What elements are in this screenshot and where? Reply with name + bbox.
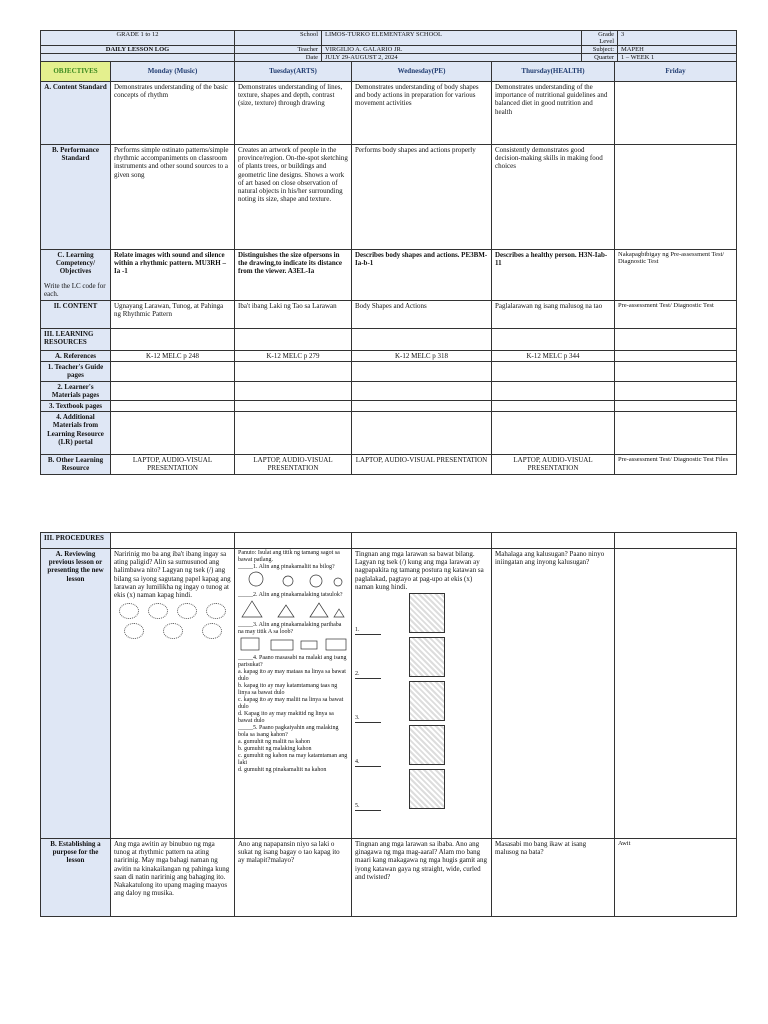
references-mon: K-12 MELC p 248 xyxy=(111,351,235,362)
no-sound-image xyxy=(206,603,226,619)
tue-q4b: b. kapag ito ay may katamtamang taas ng linya sa bawat dulo xyxy=(238,683,338,696)
posture-num-5: 5. xyxy=(355,802,381,811)
posture-num-3: 3. xyxy=(355,714,381,723)
posture-image xyxy=(409,593,445,633)
content-label: II. CONTENT xyxy=(41,301,111,329)
date-label: Date xyxy=(235,54,322,62)
content-standard-mon: Demonstrates understanding of the basic concepts of rhythm xyxy=(111,82,235,145)
posture-num-2: 2. xyxy=(355,670,381,679)
grade-level-label: Grade Level xyxy=(582,31,618,46)
subject-label: Subject: xyxy=(582,46,618,54)
competency-wed: Describes body shapes and actions. PE3BM- Ia-b-1 xyxy=(352,250,492,301)
tue-q4d: d. Kapag ito ay may makitid ng linya sa bawat dulo xyxy=(238,711,334,724)
posture-num-4: 4. xyxy=(355,758,381,767)
tue-q2: _____2. Alin ang pinakamalaking tatsulok? xyxy=(238,592,343,598)
performance-standard-wed: Performs body shapes and actions properly xyxy=(352,145,492,250)
school-label: School xyxy=(235,31,322,46)
horn-image xyxy=(177,603,197,619)
tue-q5a: a. gumuhit ng maliit na kahon xyxy=(238,739,310,745)
monday-header: Monday (Music) xyxy=(111,62,235,82)
tb-pages-label: 3. Textbook pages xyxy=(41,401,111,412)
tue-q1: _____1. Alin ang pinakamaliit na bilog? xyxy=(238,564,335,570)
tue-q4c: c. kapag ito ay may maliit na linya sa bawat dulo xyxy=(238,697,344,710)
posture-image xyxy=(409,637,445,677)
grades-label: GRADE 1 to 12 xyxy=(41,31,235,46)
friday-header: Friday xyxy=(615,62,737,82)
resources-label: III. LEARNING RESOURCES xyxy=(41,329,111,351)
posture-image xyxy=(409,725,445,765)
reviewing-thu: Mahalaga ang kalusugan? Paano ninyo iniingatan ang inyong kalusugan? xyxy=(492,549,615,839)
performance-standard-mon: Performs simple ostinato patterns/simple rhythmic accompaniments on classroom instruments and other sound sources to a given song xyxy=(111,145,235,250)
reviewing-wed: Tingnan ang mga larawan sa bawat bilang. Lagyan ng tsek (/) kung ang mga larawan ay nagpapakita ng tamang postura ng katawan sa paglalakad, pagtayo at pag-upo at ekis (x) naman kung hindi. xyxy=(355,550,484,591)
log-title: DAILY LESSON LOG xyxy=(41,46,235,54)
bell-image xyxy=(119,603,139,619)
triangles-figure xyxy=(238,599,348,619)
date-value: JULY 29-AUGUST 2, 2024 xyxy=(322,54,582,62)
quarter-label: Quarter xyxy=(582,54,618,62)
teacher-label: Teacher xyxy=(235,46,322,54)
objectives-header: OBJECTIVES xyxy=(41,62,111,82)
sound-images-row2 xyxy=(114,623,231,639)
posture-item-3 xyxy=(355,679,488,723)
tue-intro: Panuto: Isulat ang titik ng tamang sagot sa bawat patlang. xyxy=(238,550,340,563)
content-tue: Iba't ibang Laki ng Tao sa Larawan xyxy=(235,301,352,329)
purpose-label: B. Establishing a purpose for the lesson xyxy=(41,839,111,917)
competency-label: C. Learning Competency/ Objectives xyxy=(55,251,96,276)
circles-figure xyxy=(238,571,348,589)
quarter-value: 1 – WEEK 1 xyxy=(618,54,737,62)
teacher-value: VIRGILIO A. GALARIO JR. xyxy=(322,46,582,54)
competency-fri: Nakapagbibigay ng Pre-assessment Test/ Diagnostic Test xyxy=(615,250,737,301)
references-label: A. References xyxy=(41,351,111,362)
content-mon: Ugnayang Larawan, Tunog, at Pahinga ng Rhythmic Pattern xyxy=(111,301,235,329)
competency-thu: Describes a healthy person. H3N-Iab-11 xyxy=(492,250,615,301)
content-standard-tue: Demonstrates understanding of lines, texture, shapes and depth, contrast (size, texture) through drawing xyxy=(235,82,352,145)
purpose-wed: Tingnan ang mga larawan sa ibaba. Ano ang ginagawa ng mga mag-aaral? Alam mo bang maari kang makagawa ng mga hugis gamit ang iyong katawan gaya ng straight, wide, curled and twisted? xyxy=(352,839,492,917)
posture-num-1: 1. xyxy=(355,626,381,635)
wednesday-header: Wednesday(PE) xyxy=(352,62,492,82)
purpose-thu: Masasabi mo bang ikaw at isang malusog na bata? xyxy=(492,839,615,917)
purpose-fri: Awit xyxy=(615,839,737,917)
other-wed: LAPTOP, AUDIO-VISUAL PRESENTATION xyxy=(352,455,492,474)
competency-note: Write the LC code for each. xyxy=(44,281,106,298)
tue-q5d: d. gumuhit ng pinakamaliit na kahon xyxy=(238,767,327,773)
lesson-log-table xyxy=(40,30,737,62)
subject-value: MAPEH xyxy=(618,46,737,54)
content-fri: Pre-assessment Test/ Diagnostic Test xyxy=(615,301,737,329)
other-tue: LAPTOP, AUDIO-VISUAL PRESENTATION xyxy=(235,455,352,474)
content-standard-label: A. Content Standard xyxy=(41,82,111,145)
posture-item-2 xyxy=(355,635,488,679)
reviewing-label: A. Reviewing previous lesson or presenting the new lesson xyxy=(41,549,111,839)
content-standard-thu: Demonstrates understanding of the importance of nutritional guidelines and balanced diet in good nutrition and health xyxy=(492,82,615,145)
competency-label-cell xyxy=(41,250,111,301)
posture-item-1 xyxy=(355,591,488,635)
tg-pages-label: 1. Teacher's Guide pages xyxy=(41,362,111,381)
tue-q3: _____3. Alin ang pinakamalaking parihaba na may titik A sa loob? xyxy=(238,622,342,635)
tue-q4: _____4. Paano masasabi na malaki ang isang parisukat? xyxy=(238,655,347,668)
other-thu: LAPTOP, AUDIO-VISUAL PRESENTATION xyxy=(492,455,615,474)
posture-item-5 xyxy=(355,767,488,811)
competency-mon: Relate images with sound and silence within a rhythmic pattern. MU3RH – Ia -1 xyxy=(111,250,235,301)
tue-q4a: a. kapag ito ay may mataas na linya sa bawat dulo xyxy=(238,669,346,682)
posture-image xyxy=(409,681,445,721)
tuesday-header: Tuesday(ARTS) xyxy=(235,62,352,82)
reviewing-tue-cell xyxy=(235,549,352,839)
posture-image xyxy=(409,769,445,809)
other-label: B. Other Learning Resource xyxy=(41,455,111,474)
objectives-table xyxy=(40,61,737,475)
content-wed: Body Shapes and Actions xyxy=(352,301,492,329)
competency-tue: Distinguishes the size ofpersons in the drawing,to indicate its distance from the viewer. A3EL-Ia xyxy=(235,250,352,301)
bee-image xyxy=(124,623,144,639)
performance-standard-tue: Creates an artwork of people in the province/region. On-the-spot sketching of plants trees, or buildings and geometric line designs. Shows a work of art based on close observation of natural objects in his/her surrounding noting its size, shape and texture. xyxy=(235,145,352,250)
references-tue: K-12 MELC p 279 xyxy=(235,351,352,362)
tue-q5c: c. gumuhit ng kahon na may katamtaman ang laki xyxy=(238,753,348,766)
purpose-mon: Ang mga awitin ay binubuo ng mga tunog at rhythmic pattern na ating naririnig. May mga bahagi naman ng awitin na kinakailangan ng pahinga kung saan di natin naririnig ang bahaging ito. Nakakatulong ito upang maging maayos ang daloy ng musika. xyxy=(111,839,235,917)
performance-standard-thu: Consistently demonstrates good decision-making skills in making food choices xyxy=(492,145,615,250)
purpose-tue: Ano ang napapansin niyo sa laki o sukat ng isang bagay o tao kapag ito ay malapit?malayo? xyxy=(235,839,352,917)
school-value: LIMOS-TURKO ELEMENTARY SCHOOL xyxy=(322,31,582,46)
reviewing-mon-cell xyxy=(111,549,235,839)
references-thu: K-12 MELC p 344 xyxy=(492,351,615,362)
other-mon: LAPTOP, AUDIO-VISUAL PRESENTATION xyxy=(111,455,235,474)
reviewing-wed-cell xyxy=(352,549,492,839)
additional-label: 4. Additional Materials from Learning Resource (LR) portal xyxy=(41,412,111,455)
sound-images xyxy=(114,603,231,619)
hands-image xyxy=(202,623,222,639)
other-fri: Pre-assessment Test/ Diagnostic Test Files xyxy=(615,455,737,474)
lm-pages-label: 2. Learner's Materials pages xyxy=(41,381,111,400)
content-thu: Paglalarawan ng isang malusog na tao xyxy=(492,301,615,329)
posture-item-4 xyxy=(355,723,488,767)
clock-image xyxy=(163,623,183,639)
references-wed: K-12 MELC p 318 xyxy=(352,351,492,362)
reviewing-mon: Naririnig mo ba ang iba't ibang ingay sa ating paligid? Alin sa sumusunod ang halimbawa nito? Lagyan ng tsek (/) ang bilang sa iyong sagutang papel kapag ang larawan ay lumilikha ng ingay o tunog at ekis (x) naman kapag hindi. xyxy=(114,550,231,600)
thursday-header: Thursday(HEALTH) xyxy=(492,62,615,82)
procedures-table xyxy=(40,532,737,917)
rectangles-figure xyxy=(238,636,348,652)
tue-q5b: b. gumuhit ng malaking kahon xyxy=(238,746,312,752)
performance-standard-label: B. Performance Standard xyxy=(41,145,111,250)
procedures-heading: III. PROCEDURES xyxy=(41,533,111,549)
content-standard-wed: Demonstrates understanding of body shapes and body actions in preparation for various movement activities xyxy=(352,82,492,145)
drum-image xyxy=(148,603,168,619)
tue-q5: _____5. Paano pagkaiyahin ang malaking bola sa isang kahon? xyxy=(238,725,339,738)
grade-level-value: 3 xyxy=(618,31,737,46)
